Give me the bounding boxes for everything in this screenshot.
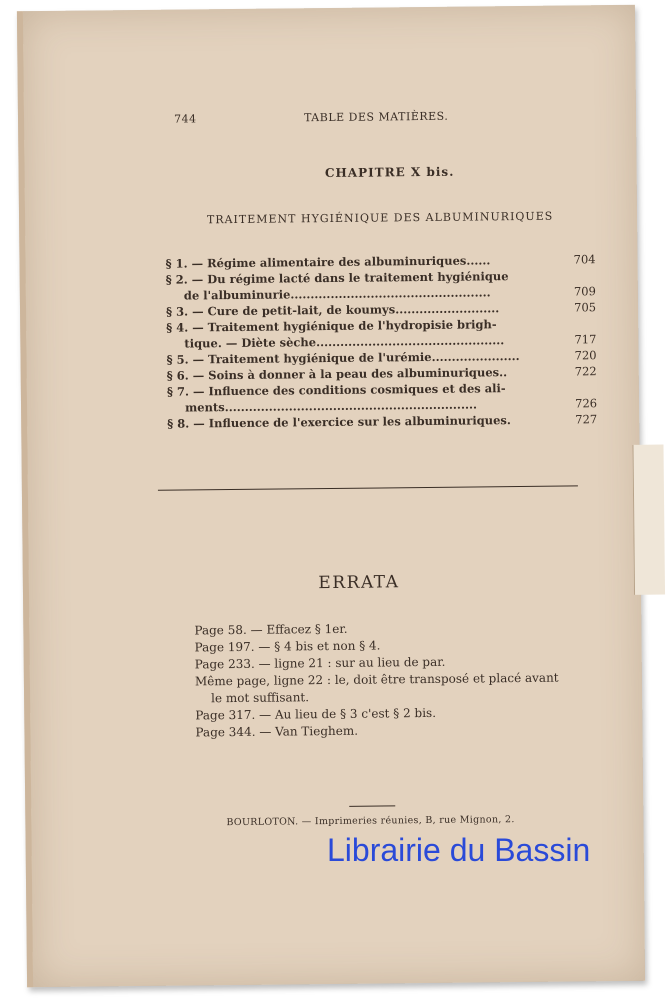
toc-entry-text: § 4. — Traitement hygiénique de l'hydropisie brigh- [166,317,497,335]
chapter-heading: CHAPITRE X bis. [324,164,455,181]
toc-entry-text: ments............................................................... [184,397,477,415]
toc-entry-text: § 2. — Du régime lacté dans le traitement hygiénique [165,269,509,287]
errata-item: Page 58. — Effacez § 1er. [194,621,348,638]
printer-imprint: BOURLOTON. — Imprimeries réunies, B, rue Mignon, 2. [226,814,515,829]
errata-item: Page 317. — Au lieu de § 3 c'est § 2 bis. [195,705,437,723]
toc-page-number: 704 [573,252,596,267]
toc-page-number: 717 [574,332,597,347]
errata-list [194,618,585,741]
toc-entry-text: § 8. — Influence de l'exercice sur les albuminuriques. [167,413,511,431]
toc-entry-text: tique. — Diète sèche............................................... [184,333,505,351]
toc-entry-text: § 7. — Influence des conditions cosmiques et des ali- [166,381,506,399]
torn-edge [632,445,665,595]
toc-page-number: 705 [574,300,597,315]
toc-page-number: 720 [574,348,597,363]
toc-entry-text: de l'albuminurie.................................................. [183,285,491,303]
errata-item: Page 197. — § 4 bis et non § 4. [194,638,381,655]
watermark: Librairie du Bassin [327,832,591,868]
page-number: 744 [173,112,197,126]
section-title: TRAITEMENT HYGIÉNIQUE DES ALBUMINURIQUES [206,209,554,227]
toc-page-number: 727 [575,412,598,427]
toc-entry-text: § 3. — Cure de petit-lait, de koumys.......................... [165,301,500,319]
running-head: TABLE DES MATIÈRES. [303,109,449,125]
errata-item: Page 233. — ligne 21 : sur au lieu de par. [194,654,446,672]
toc-entry-text: § 5. — Traitement hygiénique de l'urémie...................... [166,349,520,367]
errata-item: Page 344. — Van Tieghem. [195,723,359,740]
toc-entry [167,411,597,432]
toc-page-number: 709 [573,284,596,299]
toc-entry-text: § 6. — Soins à donner à la peau des albuminuriques.. [166,365,508,383]
page-header [173,108,594,126]
footer-rule [349,805,395,806]
toc-page-number: 726 [575,396,598,411]
errata-title: ERRATA [318,572,400,594]
toc-page-number: 722 [574,364,597,379]
toc-entry-text: § 1. — Régime alimentaire des albuminuriques...... [165,253,491,271]
errata-item: Même page, ligne 22 : le, doit être transposé et placé avant [194,670,559,689]
table-of-contents [165,251,597,431]
errata-item: le mot suffisant. [211,690,310,706]
divider [158,485,578,490]
